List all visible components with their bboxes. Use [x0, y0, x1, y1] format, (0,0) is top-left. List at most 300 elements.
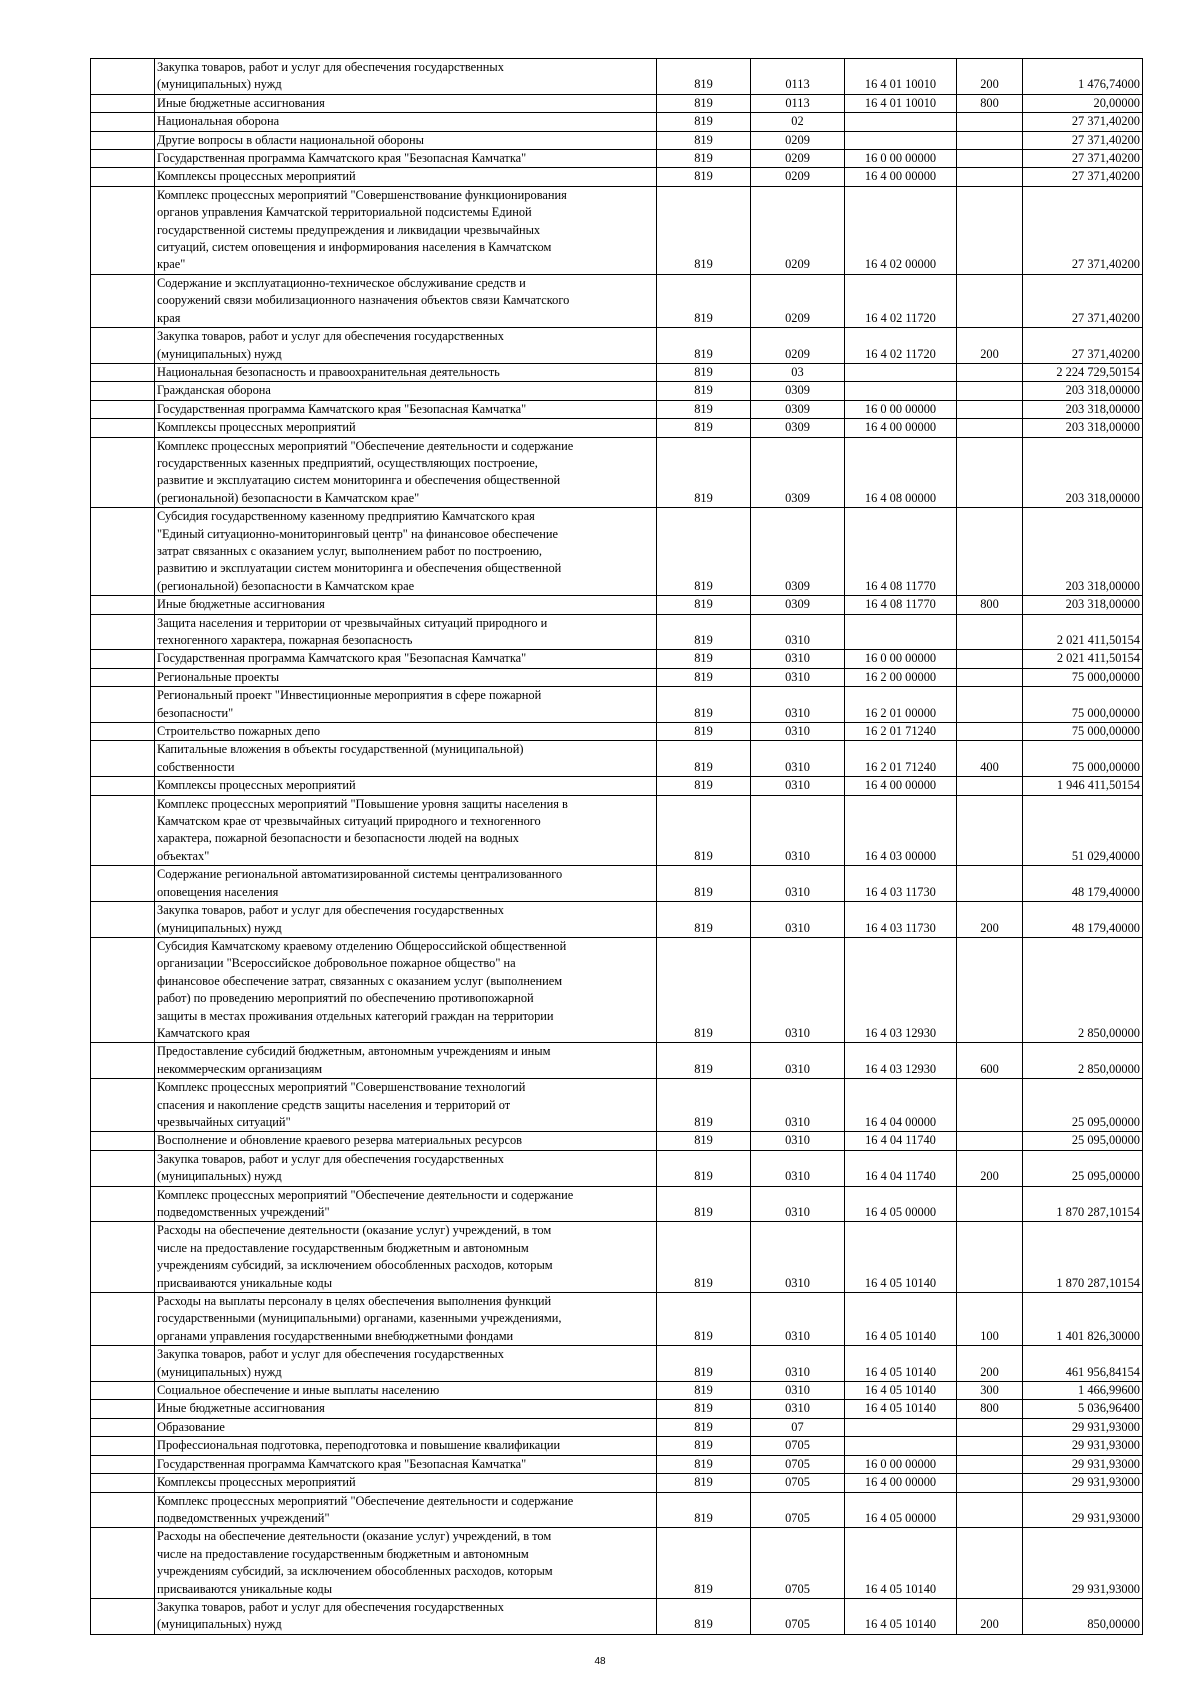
row-rzpr-cell: 0310 [751, 866, 845, 902]
row-number-cell [91, 1382, 155, 1400]
row-name-cell: Региональный проект "Инвестиционные мероприятия в сфере пожарной безопасности" [155, 687, 657, 723]
table-row [91, 1186, 1143, 1222]
row-name-cell: Восполнение и обновление краевого резерва материальных ресурсов [155, 1132, 657, 1150]
row-vr-cell [957, 1437, 1023, 1455]
row-vr-cell [957, 723, 1023, 741]
row-csr-cell: 16 4 05 10140 [845, 1222, 957, 1293]
row-csr-cell [845, 363, 957, 381]
row-name-cell: Комплекс процессных мероприятий "Совершенствование технологий спасения и накопление средств защиты населения и территорий от чрезвычайных ситуаций" [155, 1079, 657, 1132]
table-row [91, 1400, 1143, 1418]
row-csr-cell: 16 2 01 00000 [845, 687, 957, 723]
row-rzpr-cell: 0310 [751, 795, 845, 866]
row-name-cell: Государственная программа Камчатского края "Безопасная Камчатка" [155, 650, 657, 668]
row-gr-cell: 819 [657, 795, 751, 866]
row-rzpr-cell: 0705 [751, 1598, 845, 1634]
row-csr-cell: 16 4 00 00000 [845, 168, 957, 186]
row-vr-cell [957, 614, 1023, 650]
row-gr-cell: 819 [657, 382, 751, 400]
table-row [91, 94, 1143, 112]
row-gr-cell: 819 [657, 650, 751, 668]
row-vr-cell [957, 1186, 1023, 1222]
row-sum-cell: 25 095,00000 [1023, 1150, 1143, 1186]
row-name-cell: Расходы на выплаты персоналу в целях обеспечения выполнения функций государственными (муниципальными) органами, казенными учреждениями, органами управления государственными внебюджетными фондами [155, 1293, 657, 1346]
row-vr-cell [957, 1528, 1023, 1599]
row-number-cell [91, 131, 155, 149]
row-rzpr-cell: 0113 [751, 94, 845, 112]
row-rzpr-cell: 0310 [751, 777, 845, 795]
table-row [91, 1043, 1143, 1079]
row-number-cell [91, 741, 155, 777]
row-sum-cell: 29 931,93000 [1023, 1492, 1143, 1528]
row-sum-cell: 75 000,00000 [1023, 668, 1143, 686]
row-number-cell [91, 1437, 155, 1455]
row-number-cell [91, 777, 155, 795]
row-sum-cell: 203 318,00000 [1023, 508, 1143, 596]
row-vr-cell [957, 1492, 1023, 1528]
row-csr-cell: 16 4 08 11770 [845, 508, 957, 596]
row-csr-cell: 16 4 00 00000 [845, 777, 957, 795]
row-number-cell [91, 1492, 155, 1528]
row-rzpr-cell: 0310 [751, 1222, 845, 1293]
row-name-cell: Социальное обеспечение и иные выплаты населению [155, 1382, 657, 1400]
table-row [91, 59, 1143, 95]
row-gr-cell: 819 [657, 1150, 751, 1186]
row-csr-cell: 16 4 05 10140 [845, 1598, 957, 1634]
row-gr-cell: 819 [657, 419, 751, 437]
row-gr-cell: 819 [657, 1132, 751, 1150]
row-vr-cell: 200 [957, 59, 1023, 95]
row-vr-cell [957, 150, 1023, 168]
table-row [91, 328, 1143, 364]
row-gr-cell: 819 [657, 186, 751, 274]
row-gr-cell: 819 [657, 1598, 751, 1634]
row-vr-cell [957, 419, 1023, 437]
row-number-cell [91, 1150, 155, 1186]
row-rzpr-cell: 0209 [751, 274, 845, 327]
row-vr-cell [957, 668, 1023, 686]
row-rzpr-cell: 0310 [751, 1186, 845, 1222]
row-csr-cell: 16 0 00 00000 [845, 150, 957, 168]
row-number-cell [91, 508, 155, 596]
table-row [91, 650, 1143, 668]
row-csr-cell: 16 4 02 11720 [845, 328, 957, 364]
row-name-cell: Государственная программа Камчатского края "Безопасная Камчатка" [155, 150, 657, 168]
row-vr-cell [957, 363, 1023, 381]
row-gr-cell: 819 [657, 274, 751, 327]
table-row [91, 1079, 1143, 1132]
row-sum-cell: 29 931,93000 [1023, 1418, 1143, 1436]
row-rzpr-cell: 0705 [751, 1437, 845, 1455]
table-row [91, 741, 1143, 777]
row-sum-cell: 27 371,40200 [1023, 328, 1143, 364]
row-csr-cell: 16 4 05 10140 [845, 1400, 957, 1418]
row-gr-cell: 819 [657, 1528, 751, 1599]
row-rzpr-cell: 0310 [751, 687, 845, 723]
row-number-cell [91, 363, 155, 381]
row-rzpr-cell: 0310 [751, 937, 845, 1042]
row-number-cell [91, 400, 155, 418]
row-gr-cell: 819 [657, 1222, 751, 1293]
table-row [91, 168, 1143, 186]
row-name-cell: Субсидия Камчатскому краевому отделению Общероссийской общественной организации "Всероссийское добровольное пожарное общество" на финансовое обеспечение затрат, связанных с оказанием услуг (выполнением работ) по проведению мероприятий по обеспечению противопожарной защиты в местах проживания отдельных категорий граждан на территории Камчатского края [155, 937, 657, 1042]
row-number-cell [91, 1222, 155, 1293]
row-number-cell [91, 419, 155, 437]
row-name-cell: Государственная программа Камчатского края "Безопасная Камчатка" [155, 1455, 657, 1473]
row-csr-cell: 16 4 02 00000 [845, 186, 957, 274]
row-rzpr-cell: 0310 [751, 650, 845, 668]
row-vr-cell [957, 1474, 1023, 1492]
row-sum-cell: 2 850,00000 [1023, 1043, 1143, 1079]
row-sum-cell: 1 476,74000 [1023, 59, 1143, 95]
row-vr-cell [957, 795, 1023, 866]
row-rzpr-cell: 0209 [751, 186, 845, 274]
row-name-cell: Национальная оборона [155, 113, 657, 131]
row-number-cell [91, 1455, 155, 1473]
row-sum-cell: 2 021 411,50154 [1023, 650, 1143, 668]
row-rzpr-cell: 0309 [751, 419, 845, 437]
row-vr-cell: 800 [957, 1400, 1023, 1418]
row-gr-cell: 819 [657, 614, 751, 650]
row-number-cell [91, 382, 155, 400]
row-sum-cell: 1 466,99600 [1023, 1382, 1143, 1400]
row-sum-cell: 27 371,40200 [1023, 168, 1143, 186]
row-gr-cell: 819 [657, 1437, 751, 1455]
row-gr-cell: 819 [657, 723, 751, 741]
row-sum-cell: 203 318,00000 [1023, 382, 1143, 400]
row-csr-cell: 16 0 00 00000 [845, 400, 957, 418]
row-rzpr-cell: 0310 [751, 1346, 845, 1382]
row-gr-cell: 819 [657, 741, 751, 777]
row-number-cell [91, 614, 155, 650]
table-row [91, 596, 1143, 614]
row-csr-cell [845, 1418, 957, 1436]
row-name-cell: Комплекс процессных мероприятий "Обеспечение деятельности и содержание подведомственных учреждений" [155, 1492, 657, 1528]
table-row [91, 1222, 1143, 1293]
row-vr-cell [957, 1132, 1023, 1150]
row-gr-cell: 819 [657, 1043, 751, 1079]
row-gr-cell: 819 [657, 1186, 751, 1222]
row-name-cell: Закупка товаров, работ и услуг для обеспечения государственных (муниципальных) нужд [155, 328, 657, 364]
row-sum-cell: 25 095,00000 [1023, 1132, 1143, 1150]
row-gr-cell: 819 [657, 668, 751, 686]
row-rzpr-cell: 0209 [751, 328, 845, 364]
row-rzpr-cell: 03 [751, 363, 845, 381]
row-number-cell [91, 94, 155, 112]
row-gr-cell: 819 [657, 596, 751, 614]
row-number-cell [91, 437, 155, 508]
row-number-cell [91, 59, 155, 95]
row-rzpr-cell: 0209 [751, 150, 845, 168]
row-gr-cell: 819 [657, 1400, 751, 1418]
row-gr-cell: 819 [657, 1346, 751, 1382]
page-number: 48 [594, 1656, 606, 1667]
table-row [91, 668, 1143, 686]
row-sum-cell: 203 318,00000 [1023, 419, 1143, 437]
row-name-cell: Гражданская оборона [155, 382, 657, 400]
row-number-cell [91, 1079, 155, 1132]
row-csr-cell: 16 4 00 00000 [845, 419, 957, 437]
row-csr-cell: 16 2 01 71240 [845, 741, 957, 777]
row-name-cell: Комплекс процессных мероприятий "Обеспечение деятельности и содержание подведомственных учреждений" [155, 1186, 657, 1222]
row-name-cell: Капитальные вложения в объекты государственной (муниципальной) собственности [155, 741, 657, 777]
row-csr-cell [845, 113, 957, 131]
table-row [91, 1455, 1143, 1473]
row-gr-cell: 819 [657, 131, 751, 149]
row-number-cell [91, 274, 155, 327]
row-rzpr-cell: 0209 [751, 131, 845, 149]
row-number-cell [91, 168, 155, 186]
row-vr-cell [957, 168, 1023, 186]
row-sum-cell: 27 371,40200 [1023, 113, 1143, 131]
row-vr-cell [957, 777, 1023, 795]
row-rzpr-cell: 0705 [751, 1528, 845, 1599]
row-number-cell [91, 186, 155, 274]
row-gr-cell: 819 [657, 150, 751, 168]
row-rzpr-cell: 0705 [751, 1492, 845, 1528]
row-csr-cell [845, 614, 957, 650]
row-gr-cell: 819 [657, 1418, 751, 1436]
row-sum-cell: 48 179,40000 [1023, 866, 1143, 902]
table-row [91, 1132, 1143, 1150]
row-sum-cell: 20,00000 [1023, 94, 1143, 112]
row-rzpr-cell: 0309 [751, 437, 845, 508]
row-gr-cell: 819 [657, 937, 751, 1042]
row-number-cell [91, 1186, 155, 1222]
row-csr-cell: 16 4 08 00000 [845, 437, 957, 508]
row-gr-cell: 819 [657, 437, 751, 508]
row-name-cell: Профессиональная подготовка, переподготовка и повышение квалификации [155, 1437, 657, 1455]
row-vr-cell: 100 [957, 1293, 1023, 1346]
row-sum-cell: 1 870 287,10154 [1023, 1186, 1143, 1222]
row-gr-cell: 819 [657, 1293, 751, 1346]
table-row [91, 1346, 1143, 1382]
table-row [91, 1474, 1143, 1492]
row-sum-cell: 51 029,40000 [1023, 795, 1143, 866]
row-name-cell: Образование [155, 1418, 657, 1436]
row-csr-cell: 16 4 01 10010 [845, 94, 957, 112]
row-gr-cell: 819 [657, 363, 751, 381]
row-gr-cell: 819 [657, 168, 751, 186]
table-row [91, 777, 1143, 795]
row-rzpr-cell: 0310 [751, 1293, 845, 1346]
row-number-cell [91, 1346, 155, 1382]
table-row [91, 150, 1143, 168]
row-name-cell: Другие вопросы в области национальной обороны [155, 131, 657, 149]
row-name-cell: Иные бюджетные ассигнования [155, 1400, 657, 1418]
row-csr-cell: 16 4 05 00000 [845, 1186, 957, 1222]
row-sum-cell: 27 371,40200 [1023, 150, 1143, 168]
row-csr-cell: 16 2 00 00000 [845, 668, 957, 686]
row-rzpr-cell: 0310 [751, 1150, 845, 1186]
row-number-cell [91, 795, 155, 866]
row-sum-cell: 203 318,00000 [1023, 400, 1143, 418]
row-vr-cell: 400 [957, 741, 1023, 777]
table-row [91, 866, 1143, 902]
row-rzpr-cell: 02 [751, 113, 845, 131]
row-name-cell: Государственная программа Камчатского края "Безопасная Камчатка" [155, 400, 657, 418]
row-number-cell [91, 937, 155, 1042]
row-number-cell [91, 113, 155, 131]
row-csr-cell: 16 0 00 00000 [845, 1455, 957, 1473]
row-sum-cell: 1 401 826,30000 [1023, 1293, 1143, 1346]
row-name-cell: Закупка товаров, работ и услуг для обеспечения государственных (муниципальных) нужд [155, 1346, 657, 1382]
row-name-cell: Строительство пожарных депо [155, 723, 657, 741]
table-row [91, 113, 1143, 131]
row-vr-cell: 800 [957, 596, 1023, 614]
row-vr-cell [957, 113, 1023, 131]
row-number-cell [91, 1528, 155, 1599]
budget-table-body [91, 59, 1143, 1635]
row-gr-cell: 819 [657, 400, 751, 418]
row-vr-cell [957, 1418, 1023, 1436]
row-number-cell [91, 1598, 155, 1634]
table-row [91, 614, 1143, 650]
table-row [91, 400, 1143, 418]
row-sum-cell: 27 371,40200 [1023, 274, 1143, 327]
row-rzpr-cell: 0209 [751, 168, 845, 186]
row-vr-cell: 600 [957, 1043, 1023, 1079]
row-sum-cell: 75 000,00000 [1023, 723, 1143, 741]
row-gr-cell: 819 [657, 1455, 751, 1473]
row-csr-cell: 16 4 03 00000 [845, 795, 957, 866]
row-rzpr-cell: 0310 [751, 902, 845, 938]
table-row [91, 795, 1143, 866]
row-name-cell: Комплекс процессных мероприятий "Повышение уровня защиты населения в Камчатском крае от чрезвычайных ситуаций природного и техногенного характера, пожарной безопасности и безопасности людей на водных объектах" [155, 795, 657, 866]
row-name-cell: Расходы на обеспечение деятельности (оказание услуг) учреждений, в том числе на предоставление государственным бюджетным и автономным учреждениям субсидий, за исключением обособленных расходов, которым присваиваются уникальные коды [155, 1222, 657, 1293]
table-row [91, 1418, 1143, 1436]
row-csr-cell: 16 4 05 00000 [845, 1492, 957, 1528]
row-number-cell [91, 668, 155, 686]
row-vr-cell [957, 131, 1023, 149]
row-csr-cell [845, 382, 957, 400]
row-rzpr-cell: 0309 [751, 382, 845, 400]
row-sum-cell: 27 371,40200 [1023, 131, 1143, 149]
table-row [91, 1492, 1143, 1528]
row-vr-cell [957, 382, 1023, 400]
row-rzpr-cell: 0310 [751, 1043, 845, 1079]
row-csr-cell: 16 4 01 10010 [845, 59, 957, 95]
row-name-cell: Иные бюджетные ассигнования [155, 94, 657, 112]
row-vr-cell [957, 1455, 1023, 1473]
row-rzpr-cell: 0310 [751, 741, 845, 777]
row-number-cell [91, 150, 155, 168]
row-vr-cell [957, 508, 1023, 596]
table-row [91, 937, 1143, 1042]
row-csr-cell: 16 4 03 11730 [845, 866, 957, 902]
table-row [91, 1293, 1143, 1346]
row-name-cell: Иные бюджетные ассигнования [155, 596, 657, 614]
row-sum-cell: 75 000,00000 [1023, 687, 1143, 723]
row-number-cell [91, 687, 155, 723]
row-sum-cell: 1 946 411,50154 [1023, 777, 1143, 795]
row-vr-cell: 200 [957, 902, 1023, 938]
row-vr-cell [957, 650, 1023, 668]
row-rzpr-cell: 0310 [751, 1079, 845, 1132]
table-row [91, 382, 1143, 400]
row-csr-cell: 16 4 05 10140 [845, 1346, 957, 1382]
row-name-cell: Расходы на обеспечение деятельности (оказание услуг) учреждений, в том числе на предоставление государственным бюджетным и автономным учреждениям субсидий, за исключением обособленных расходов, которым присваиваются уникальные коды [155, 1528, 657, 1599]
row-vr-cell [957, 400, 1023, 418]
row-csr-cell: 16 4 03 12930 [845, 1043, 957, 1079]
row-name-cell: Защита населения и территории от чрезвычайных ситуаций природного и техногенного характера, пожарная безопасность [155, 614, 657, 650]
table-row [91, 1150, 1143, 1186]
row-name-cell: Комплекс процессных мероприятий "Совершенствование функционирования органов управления Камчатской территориальной подсистемы Единой государственной системы предупреждения и ликвидации чрезвычайных ситуаций, систем оповещения и информирования населения в Камчатском крае" [155, 186, 657, 274]
table-row [91, 274, 1143, 327]
row-gr-cell: 819 [657, 113, 751, 131]
row-name-cell: Комплексы процессных мероприятий [155, 168, 657, 186]
row-gr-cell: 819 [657, 59, 751, 95]
row-sum-cell: 203 318,00000 [1023, 596, 1143, 614]
row-sum-cell: 25 095,00000 [1023, 1079, 1143, 1132]
row-sum-cell: 461 956,84154 [1023, 1346, 1143, 1382]
table-row [91, 363, 1143, 381]
row-csr-cell: 16 2 01 71240 [845, 723, 957, 741]
row-gr-cell: 819 [657, 1382, 751, 1400]
row-name-cell: Закупка товаров, работ и услуг для обеспечения государственных (муниципальных) нужд [155, 902, 657, 938]
row-gr-cell: 819 [657, 866, 751, 902]
row-name-cell: Содержание региональной автоматизированной системы централизованного оповещения населения [155, 866, 657, 902]
row-gr-cell: 819 [657, 1474, 751, 1492]
row-rzpr-cell: 0310 [751, 1400, 845, 1418]
row-rzpr-cell: 0310 [751, 1132, 845, 1150]
row-vr-cell [957, 866, 1023, 902]
row-sum-cell: 850,00000 [1023, 1598, 1143, 1634]
row-vr-cell [957, 437, 1023, 508]
row-sum-cell: 29 931,93000 [1023, 1474, 1143, 1492]
table-row [91, 1528, 1143, 1599]
row-csr-cell: 16 4 08 11770 [845, 596, 957, 614]
table-row [91, 1598, 1143, 1634]
row-sum-cell: 5 036,96400 [1023, 1400, 1143, 1418]
row-name-cell: Закупка товаров, работ и услуг для обеспечения государственных (муниципальных) нужд [155, 59, 657, 95]
row-csr-cell: 16 4 05 10140 [845, 1382, 957, 1400]
row-rzpr-cell: 0309 [751, 508, 845, 596]
row-name-cell: Закупка товаров, работ и услуг для обеспечения государственных (муниципальных) нужд [155, 1598, 657, 1634]
table-row [91, 723, 1143, 741]
row-gr-cell: 819 [657, 777, 751, 795]
row-rzpr-cell: 0310 [751, 668, 845, 686]
row-rzpr-cell: 0310 [751, 723, 845, 741]
row-sum-cell: 2 021 411,50154 [1023, 614, 1143, 650]
row-rzpr-cell: 0705 [751, 1455, 845, 1473]
row-vr-cell: 200 [957, 1346, 1023, 1382]
row-csr-cell: 16 4 02 11720 [845, 274, 957, 327]
row-rzpr-cell: 07 [751, 1418, 845, 1436]
row-csr-cell: 16 0 00 00000 [845, 650, 957, 668]
table-row [91, 419, 1143, 437]
row-name-cell: Региональные проекты [155, 668, 657, 686]
row-vr-cell: 200 [957, 328, 1023, 364]
row-csr-cell: 16 4 05 10140 [845, 1528, 957, 1599]
row-sum-cell: 27 371,40200 [1023, 186, 1143, 274]
row-csr-cell [845, 131, 957, 149]
row-gr-cell: 819 [657, 1492, 751, 1528]
row-sum-cell: 2 850,00000 [1023, 937, 1143, 1042]
budget-table [90, 58, 1143, 1635]
row-rzpr-cell: 0705 [751, 1474, 845, 1492]
row-gr-cell: 819 [657, 508, 751, 596]
row-name-cell: Содержание и эксплуатационно-техническое обслуживание средств и сооружений связи мобилизационного назначения объектов связи Камчатского края [155, 274, 657, 327]
row-rzpr-cell: 0113 [751, 59, 845, 95]
row-sum-cell: 48 179,40000 [1023, 902, 1143, 938]
row-number-cell [91, 723, 155, 741]
row-csr-cell [845, 1437, 957, 1455]
row-name-cell: Комплексы процессных мероприятий [155, 777, 657, 795]
row-number-cell [91, 1132, 155, 1150]
row-name-cell: Предоставление субсидий бюджетным, автономным учреждениям и иным некоммерческим организациям [155, 1043, 657, 1079]
row-number-cell [91, 328, 155, 364]
row-csr-cell: 16 4 04 11740 [845, 1150, 957, 1186]
